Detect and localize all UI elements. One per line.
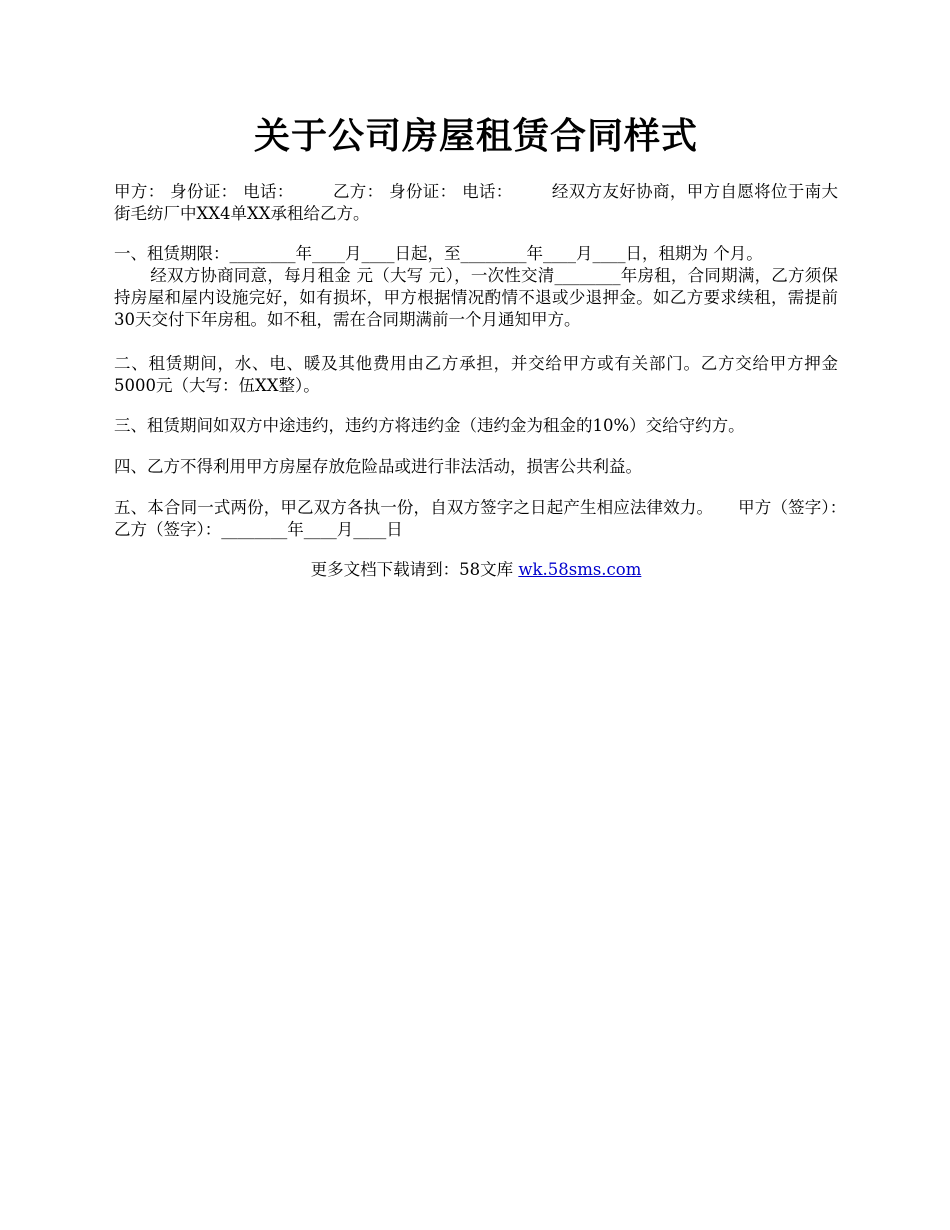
document-title: 关于公司房屋租赁合同样式 xyxy=(253,115,698,157)
footer-text: 更多文档下载请到：58文库 xyxy=(310,560,519,579)
clause-5: 五、本合同一式两份，甲乙双方各执一份，自双方签字之日起产生相应法律效力。 甲方（签字）： 乙方（签字）：________年____月____日 xyxy=(114,498,871,539)
clause-1-rent xyxy=(114,265,838,331)
clause-4: 四、乙方不得利用甲方房屋存放危险品或进行非法活动，损害公共利益。 xyxy=(114,457,642,476)
footer-link[interactable]: wk.58sms.com xyxy=(518,560,642,579)
clause-2: 二、租赁期间，水、电、暖及其他费用由乙方承担，并交给甲方或有关部门。乙方交给甲方押金5000元（大写：伍XX整）。 xyxy=(114,354,838,395)
clause-1 xyxy=(114,243,838,331)
clause-1-term: 一、租赁期限：________年____月____日起，至________年____月____日，租期为 个月。 xyxy=(114,244,763,263)
clause-1-rent-text: 经双方协商同意，每月租金 元（大写 元），一次性交清________年房租，合同期满，乙方须保持房屋和屋内设施完好，如有损坏，甲方根据情况酌情不退或少退押金。如乙方要求续租，需提前30天交付下年房租。如不租，需在合同期满前一个月通知甲方。 xyxy=(114,266,838,329)
footer xyxy=(114,559,838,581)
clause-3: 三、租赁期间如双方中途违约，违约方将违约金（违约金为租金的10%）交给守约方。 xyxy=(114,416,745,435)
parties-paragraph: 甲方： 身份证： 电话： 乙方： 身份证： 电话： 经双方友好协商，甲方自愿将位于南大街毛纺厂中XX4单XX承租给乙方。 xyxy=(114,182,838,223)
